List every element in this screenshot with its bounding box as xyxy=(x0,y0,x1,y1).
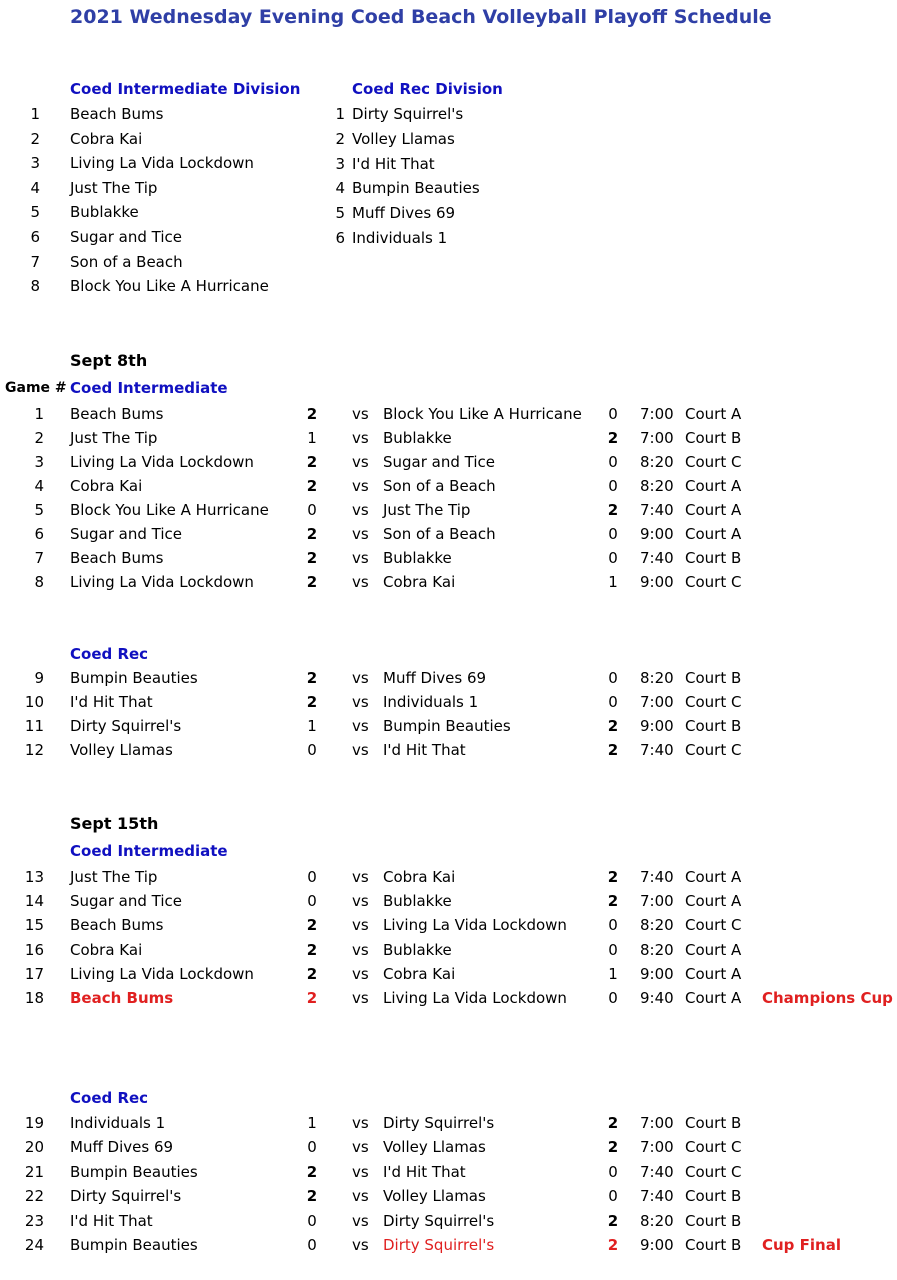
team2-score: 0 xyxy=(608,693,618,711)
team1-score: 2 xyxy=(306,453,318,471)
team2-score: 1 xyxy=(608,573,618,591)
rec-division-heading: Coed Rec Division xyxy=(352,80,503,98)
seed-number: 1 xyxy=(30,105,40,123)
seed-team-name: Bumpin Beauties xyxy=(352,179,480,197)
seed-number: 6 xyxy=(30,228,40,246)
seed-number: 1 xyxy=(335,105,345,123)
team1-score: 2 xyxy=(306,989,318,1007)
team1-name: Cobra Kai xyxy=(70,941,143,959)
page-title: 2021 Wednesday Evening Coed Beach Volleyball Playoff Schedule xyxy=(70,6,772,28)
vs-label: vs xyxy=(352,941,369,959)
team1-score: 0 xyxy=(307,868,317,886)
team1-score: 2 xyxy=(306,477,318,495)
court-label: Court A xyxy=(685,868,742,886)
court-label: Court C xyxy=(685,453,742,471)
game-number: 21 xyxy=(24,1163,44,1181)
team2-name: Bublakke xyxy=(383,429,452,447)
game-time: 9:40 xyxy=(640,989,674,1007)
vs-label: vs xyxy=(352,573,369,591)
game-number: 3 xyxy=(34,453,44,471)
team1-name: Dirty Squirrel's xyxy=(70,1187,182,1205)
game-number: 2 xyxy=(34,429,44,447)
team2-score: 2 xyxy=(607,717,619,735)
game-number: 9 xyxy=(34,669,44,687)
team2-name: Bublakke xyxy=(383,892,452,910)
seed-team-name: Living La Vida Lockdown xyxy=(70,154,254,172)
team2-score: 0 xyxy=(608,989,618,1007)
court-label: Court B xyxy=(685,1212,742,1230)
team2-name: Dirty Squirrel's xyxy=(383,1212,495,1230)
game-time: 7:00 xyxy=(640,1138,674,1156)
team2-name: Block You Like A Hurricane xyxy=(383,405,582,423)
team1-name: Living La Vida Lockdown xyxy=(70,453,254,471)
court-label: Court C xyxy=(685,1138,742,1156)
team1-name: Living La Vida Lockdown xyxy=(70,573,254,591)
court-label: Court A xyxy=(685,941,742,959)
team1-score: 2 xyxy=(306,573,318,591)
team1-score: 2 xyxy=(306,669,318,687)
team1-score: 2 xyxy=(306,941,318,959)
vs-label: vs xyxy=(352,868,369,886)
team1-score: 0 xyxy=(307,741,317,759)
game-number: 6 xyxy=(34,525,44,543)
vs-label: vs xyxy=(352,1114,369,1132)
seed-number: 8 xyxy=(30,277,40,295)
vs-label: vs xyxy=(352,916,369,934)
game-number: 8 xyxy=(34,573,44,591)
court-label: Court C xyxy=(685,741,742,759)
team2-score: 2 xyxy=(607,501,619,519)
game-number: 19 xyxy=(24,1114,44,1132)
seed-team-name: Son of a Beach xyxy=(70,253,183,271)
seed-number: 5 xyxy=(30,203,40,221)
team2-score: 2 xyxy=(607,868,619,886)
team2-name: Volley Llamas xyxy=(383,1187,486,1205)
team1-score: 2 xyxy=(306,916,318,934)
seed-team-name: Muff Dives 69 xyxy=(352,204,456,222)
team2-score: 0 xyxy=(608,941,618,959)
seed-team-name: Bublakke xyxy=(70,203,139,221)
date-heading-sept-8: Sept 8th xyxy=(70,351,148,370)
court-label: Court A xyxy=(685,477,742,495)
date-heading-sept-15: Sept 15th xyxy=(70,814,159,833)
team2-name: Son of a Beach xyxy=(383,477,496,495)
seed-team-name: Block You Like A Hurricane xyxy=(70,277,269,295)
vs-label: vs xyxy=(352,669,369,687)
team2-name: Cobra Kai xyxy=(383,965,456,983)
team2-name: Sugar and Tice xyxy=(383,453,496,471)
team2-name: Bublakke xyxy=(383,941,452,959)
team2-score: 0 xyxy=(608,1163,618,1181)
vs-label: vs xyxy=(352,989,369,1007)
team2-score: 0 xyxy=(608,549,618,567)
game-number: 5 xyxy=(34,501,44,519)
game-number-column-label: Game # xyxy=(5,380,67,396)
team2-name: Bumpin Beauties xyxy=(383,717,511,735)
court-label: Court B xyxy=(685,549,742,567)
team1-score: 1 xyxy=(307,717,317,735)
game-number: 12 xyxy=(24,741,44,759)
team1-score: 2 xyxy=(306,405,318,423)
vs-label: vs xyxy=(352,892,369,910)
group-heading-sept8-rec: Coed Rec xyxy=(70,645,149,663)
game-time: 8:20 xyxy=(640,916,674,934)
seed-team-name: Dirty Squirrel's xyxy=(352,105,464,123)
team1-name: Beach Bums xyxy=(70,989,174,1007)
team1-score: 0 xyxy=(307,1212,317,1230)
game-number: 4 xyxy=(34,477,44,495)
game-number: 13 xyxy=(24,868,44,886)
game-time: 9:00 xyxy=(640,1236,674,1254)
team2-name: Son of a Beach xyxy=(383,525,496,543)
vs-label: vs xyxy=(352,477,369,495)
court-label: Court A xyxy=(685,965,742,983)
team1-score: 0 xyxy=(307,501,317,519)
team1-name: Block You Like A Hurricane xyxy=(70,501,269,519)
seed-number: 2 xyxy=(335,130,345,148)
game-time: 9:00 xyxy=(640,525,674,543)
court-label: Court C xyxy=(685,693,742,711)
game-time: 7:00 xyxy=(640,405,674,423)
team2-score: 2 xyxy=(607,1138,619,1156)
team1-name: Bumpin Beauties xyxy=(70,1236,198,1254)
vs-label: vs xyxy=(352,405,369,423)
team1-name: Sugar and Tice xyxy=(70,525,183,543)
game-time: 7:40 xyxy=(640,549,674,567)
team1-score: 2 xyxy=(306,693,318,711)
team2-score: 2 xyxy=(607,1114,619,1132)
team2-score: 2 xyxy=(607,429,619,447)
team1-score: 0 xyxy=(307,892,317,910)
team2-score: 0 xyxy=(608,916,618,934)
team1-score: 1 xyxy=(307,429,317,447)
game-time: 9:00 xyxy=(640,717,674,735)
group-heading-sept15-intermediate: Coed Intermediate xyxy=(70,842,228,860)
team2-name: Individuals 1 xyxy=(383,693,479,711)
game-time: 7:00 xyxy=(640,1114,674,1132)
team2-name: Dirty Squirrel's xyxy=(383,1114,495,1132)
team1-name: Beach Bums xyxy=(70,549,164,567)
seed-team-name: Cobra Kai xyxy=(70,130,143,148)
team2-score: 0 xyxy=(608,477,618,495)
team2-name: Living La Vida Lockdown xyxy=(383,916,567,934)
team2-score: 1 xyxy=(608,965,618,983)
court-label: Court B xyxy=(685,1236,742,1254)
vs-label: vs xyxy=(352,1212,369,1230)
court-label: Court A xyxy=(685,525,742,543)
team1-name: Just The Tip xyxy=(70,429,158,447)
final-note: Cup Final xyxy=(762,1236,841,1254)
game-time: 8:20 xyxy=(640,669,674,687)
team1-name: Individuals 1 xyxy=(70,1114,166,1132)
team2-score: 0 xyxy=(608,453,618,471)
team1-name: Dirty Squirrel's xyxy=(70,717,182,735)
team2-name: Volley Llamas xyxy=(383,1138,486,1156)
game-number: 1 xyxy=(34,405,44,423)
game-time: 7:40 xyxy=(640,868,674,886)
group-heading-sept8-intermediate: Coed Intermediate xyxy=(70,379,228,397)
court-label: Court B xyxy=(685,669,742,687)
game-time: 8:20 xyxy=(640,1212,674,1230)
court-label: Court A xyxy=(685,892,742,910)
team2-name: Just The Tip xyxy=(383,501,471,519)
game-time: 8:20 xyxy=(640,453,674,471)
court-label: Court A xyxy=(685,405,742,423)
vs-label: vs xyxy=(352,717,369,735)
vs-label: vs xyxy=(352,1187,369,1205)
team2-name: I'd Hit That xyxy=(383,1163,466,1181)
game-time: 7:00 xyxy=(640,693,674,711)
team2-score: 2 xyxy=(607,1236,619,1254)
team1-score: 2 xyxy=(306,1187,318,1205)
game-time: 9:00 xyxy=(640,965,674,983)
team1-score: 2 xyxy=(306,525,318,543)
game-number: 17 xyxy=(24,965,44,983)
game-number: 22 xyxy=(24,1187,44,1205)
seed-team-name: Individuals 1 xyxy=(352,229,448,247)
game-number: 10 xyxy=(24,693,44,711)
seed-number: 6 xyxy=(335,229,345,247)
vs-label: vs xyxy=(352,429,369,447)
team1-name: Volley Llamas xyxy=(70,741,173,759)
game-number: 20 xyxy=(24,1138,44,1156)
team2-score: 2 xyxy=(607,1212,619,1230)
team2-name: Living La Vida Lockdown xyxy=(383,989,567,1007)
vs-label: vs xyxy=(352,525,369,543)
team1-name: Beach Bums xyxy=(70,916,164,934)
intermediate-division-heading: Coed Intermediate Division xyxy=(70,80,301,98)
team2-name: Bublakke xyxy=(383,549,452,567)
team1-name: Sugar and Tice xyxy=(70,892,183,910)
team1-name: Bumpin Beauties xyxy=(70,669,198,687)
team2-score: 0 xyxy=(608,669,618,687)
court-label: Court C xyxy=(685,916,742,934)
team2-name: I'd Hit That xyxy=(383,741,466,759)
team2-name: Cobra Kai xyxy=(383,573,456,591)
vs-label: vs xyxy=(352,549,369,567)
seed-number: 5 xyxy=(335,204,345,222)
game-number: 11 xyxy=(24,717,44,735)
game-number: 14 xyxy=(24,892,44,910)
team1-name: I'd Hit That xyxy=(70,693,153,711)
team1-name: Beach Bums xyxy=(70,405,164,423)
team1-score: 2 xyxy=(306,549,318,567)
seed-number: 3 xyxy=(30,154,40,172)
team1-score: 0 xyxy=(307,1138,317,1156)
seed-team-name: Sugar and Tice xyxy=(70,228,183,246)
team1-name: Muff Dives 69 xyxy=(70,1138,174,1156)
seed-number: 2 xyxy=(30,130,40,148)
team1-name: Living La Vida Lockdown xyxy=(70,965,254,983)
game-time: 7:40 xyxy=(640,1163,674,1181)
game-time: 7:40 xyxy=(640,741,674,759)
court-label: Court C xyxy=(685,573,742,591)
vs-label: vs xyxy=(352,501,369,519)
team2-name: Dirty Squirrel's xyxy=(383,1236,495,1254)
game-time: 7:00 xyxy=(640,892,674,910)
game-number: 24 xyxy=(24,1236,44,1254)
court-label: Court B xyxy=(685,1187,742,1205)
court-label: Court C xyxy=(685,1163,742,1181)
seed-team-name: I'd Hit That xyxy=(352,155,435,173)
vs-label: vs xyxy=(352,965,369,983)
team1-name: I'd Hit That xyxy=(70,1212,153,1230)
team1-name: Cobra Kai xyxy=(70,477,143,495)
seed-number: 7 xyxy=(30,253,40,271)
team2-name: Cobra Kai xyxy=(383,868,456,886)
game-time: 8:20 xyxy=(640,941,674,959)
group-heading-sept15-rec: Coed Rec xyxy=(70,1089,149,1107)
seed-team-name: Volley Llamas xyxy=(352,130,455,148)
seed-team-name: Beach Bums xyxy=(70,105,164,123)
team1-score: 2 xyxy=(306,965,318,983)
seed-number: 4 xyxy=(335,179,345,197)
court-label: Court B xyxy=(685,717,742,735)
seed-team-name: Just The Tip xyxy=(70,179,158,197)
team2-score: 0 xyxy=(608,525,618,543)
vs-label: vs xyxy=(352,1236,369,1254)
final-note: Champions Cup xyxy=(762,989,893,1007)
game-number: 15 xyxy=(24,916,44,934)
game-number: 18 xyxy=(24,989,44,1007)
team1-score: 0 xyxy=(307,1236,317,1254)
vs-label: vs xyxy=(352,453,369,471)
team2-name: Muff Dives 69 xyxy=(383,669,487,687)
team1-score: 2 xyxy=(306,1163,318,1181)
team2-score: 0 xyxy=(608,1187,618,1205)
court-label: Court A xyxy=(685,989,742,1007)
game-time: 9:00 xyxy=(640,573,674,591)
game-time: 7:40 xyxy=(640,1187,674,1205)
seed-number: 3 xyxy=(335,155,345,173)
seed-number: 4 xyxy=(30,179,40,197)
team2-score: 0 xyxy=(608,405,618,423)
game-number: 7 xyxy=(34,549,44,567)
game-time: 8:20 xyxy=(640,477,674,495)
court-label: Court A xyxy=(685,501,742,519)
court-label: Court B xyxy=(685,1114,742,1132)
team2-score: 2 xyxy=(607,892,619,910)
team1-name: Bumpin Beauties xyxy=(70,1163,198,1181)
vs-label: vs xyxy=(352,693,369,711)
vs-label: vs xyxy=(352,1163,369,1181)
game-time: 7:40 xyxy=(640,501,674,519)
team1-name: Just The Tip xyxy=(70,868,158,886)
game-number: 23 xyxy=(24,1212,44,1230)
court-label: Court B xyxy=(685,429,742,447)
game-time: 7:00 xyxy=(640,429,674,447)
vs-label: vs xyxy=(352,1138,369,1156)
team2-score: 2 xyxy=(607,741,619,759)
vs-label: vs xyxy=(352,741,369,759)
game-number: 16 xyxy=(24,941,44,959)
team1-score: 1 xyxy=(307,1114,317,1132)
